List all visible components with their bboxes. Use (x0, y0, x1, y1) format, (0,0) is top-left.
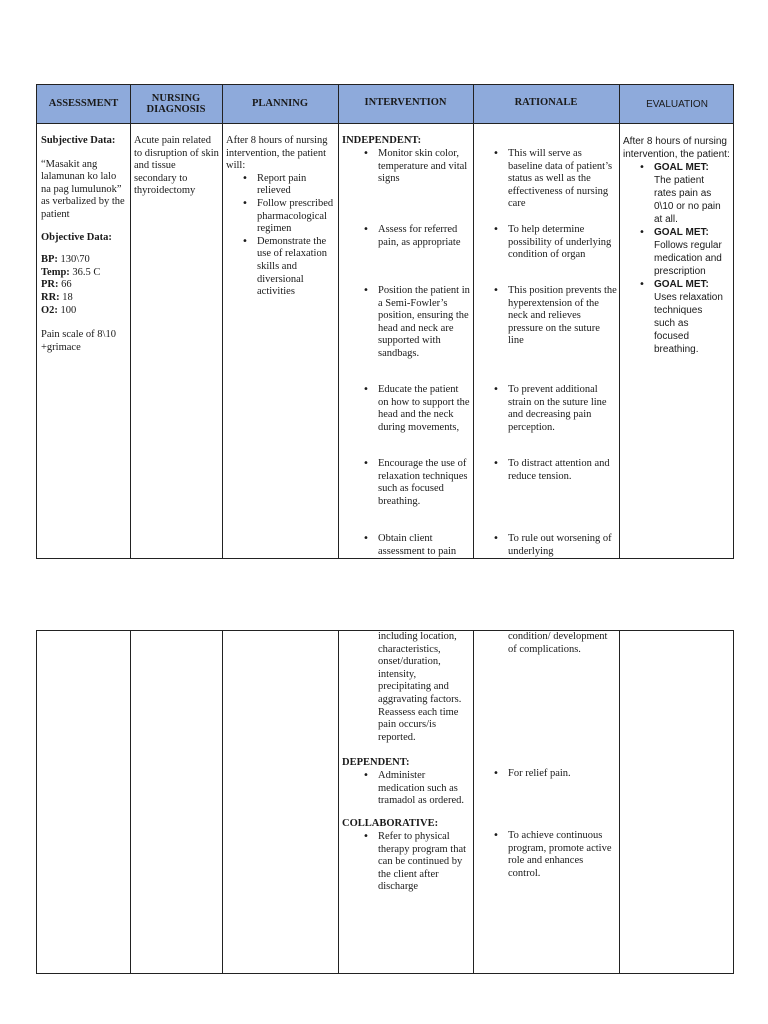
rationale-item: • To rule out worsening of underlying (491, 533, 618, 558)
evaluation-item: • GOAL MET: Uses relaxation techniques such as focused breathing. (637, 278, 724, 356)
column-divider (473, 631, 474, 973)
evaluation-item: • GOAL MET: Follows regular medication and prescription (637, 226, 724, 278)
intervention-continued-text: including location, characteristics, onset/duration, intensity, precipitating and aggravating factors. Reassess each time pain occurs/is reported. (378, 631, 462, 743)
header-evaluation: EVALUATION (646, 98, 708, 110)
rationale-item: • This will serve as baseline data of patient’s status as well as the effectiveness of nursing care (491, 148, 618, 211)
collaborative-label: COLLABORATIVE: (342, 818, 439, 829)
intervention-item: • Position the patient in a Semi-Fowler’s position, ensuring the head and neck are supported with sandbags. (361, 285, 470, 361)
column-divider (222, 631, 223, 973)
column-divider (338, 631, 339, 973)
intervention-cell (342, 135, 472, 558)
rationale-item: • To achieve continuous program, promote active role and enhances control. (491, 830, 618, 880)
vital-o2: O2: 100 (41, 304, 77, 316)
independent-label: INDEPENDENT: (342, 135, 422, 146)
rationale-item: • To help determine possibility of underlying condition of organ (491, 224, 618, 262)
planning-goal: • Demonstrate the use of relaxation skills and diversional activities (240, 236, 337, 299)
column-divider (130, 631, 131, 973)
vital-pr: PR: 66 (41, 279, 72, 291)
dependent-label: DEPENDENT: (342, 757, 410, 768)
objective-data-label: Objective Data: (41, 231, 112, 243)
vital-rr: RR: 18 (41, 291, 73, 303)
intervention-item: • Obtain client assessment to pain (361, 533, 470, 558)
evaluation-intro: After 8 hours of nursing intervention, the patient: (623, 136, 730, 160)
planning-cell (226, 135, 336, 299)
intervention-item: • Educate the patient on how to support the head and the neck during movements, (361, 384, 470, 434)
header-intervention: INTERVENTION (364, 97, 447, 108)
care-plan-table-page-1 (36, 84, 734, 559)
pain-scale: Pain scale of 8\10 +grimace (41, 329, 116, 353)
column-divider (473, 85, 474, 558)
goal-met-label: GOAL MET: (654, 279, 709, 290)
column-divider (619, 85, 620, 558)
subjective-data-label: Subjective Data: (41, 135, 116, 146)
intervention-item: • Encourage the use of relaxation techniques such as focused breathing. (361, 458, 470, 508)
nursing-diagnosis-cell: Acute pain related to disruption of skin and tissue secondary to thyroidectomy (134, 135, 219, 197)
intervention-item: • Administer medication such as tramadol as ordered. (361, 770, 470, 808)
header-nursing-diagnosis: NURSING DIAGNOSIS (146, 92, 206, 115)
column-divider (338, 85, 339, 558)
header-rationale: RATIONALE (514, 97, 578, 108)
planning-goal: • Follow prescribed pharmacological regimen (240, 198, 337, 236)
planning-goal: • Report pain relieved (240, 173, 337, 198)
subjective-data-quote: “Masakit ang lalamunan ko lalo na pag lumulunok” as verbalized by the patient (41, 158, 125, 220)
rationale-continued-text: condition/ development of complications. (508, 631, 608, 655)
goal-met-label: GOAL MET: (654, 227, 709, 238)
vital-bp: BP: 130\70 (41, 254, 90, 266)
column-divider (130, 85, 131, 558)
column-divider (222, 85, 223, 558)
evaluation-item: • GOAL MET: The patient rates pain as 0\10 or no pain at all. (637, 161, 724, 226)
rationale-cell (477, 135, 617, 558)
care-plan-table-page-2 (36, 630, 734, 974)
rationale-item: • To prevent additional strain on the suture line and decreasing pain perception. (491, 384, 618, 434)
header-planning: PLANNING (251, 98, 308, 109)
goal-met-label: GOAL MET: (654, 162, 709, 173)
vital-signs (41, 254, 127, 317)
evaluation-cell (623, 135, 731, 356)
header-assessment: ASSESSMENT (48, 98, 119, 110)
intervention-item: • Assess for referred pain, as appropriate (361, 224, 470, 249)
rationale-item: • For relief pain. (491, 768, 618, 781)
vital-temp: Temp: 36.5 C (41, 266, 101, 278)
intervention-item: • Refer to physical therapy program that can be continued by the client after discharge (361, 831, 472, 894)
rationale-cell-continued (477, 631, 617, 973)
assessment-cell (41, 135, 127, 354)
rationale-item: • To distract attention and reduce tension. (491, 458, 618, 483)
intervention-item: • Monitor skin color, temperature and vital signs (361, 148, 470, 186)
intervention-cell-continued (342, 631, 472, 973)
rationale-item: • This position prevents the hyperextension of the neck and relieves pressure on the suture line (491, 285, 618, 348)
column-divider (619, 631, 620, 973)
planning-intro: After 8 hours of nursing intervention, the patient will: (226, 135, 328, 172)
